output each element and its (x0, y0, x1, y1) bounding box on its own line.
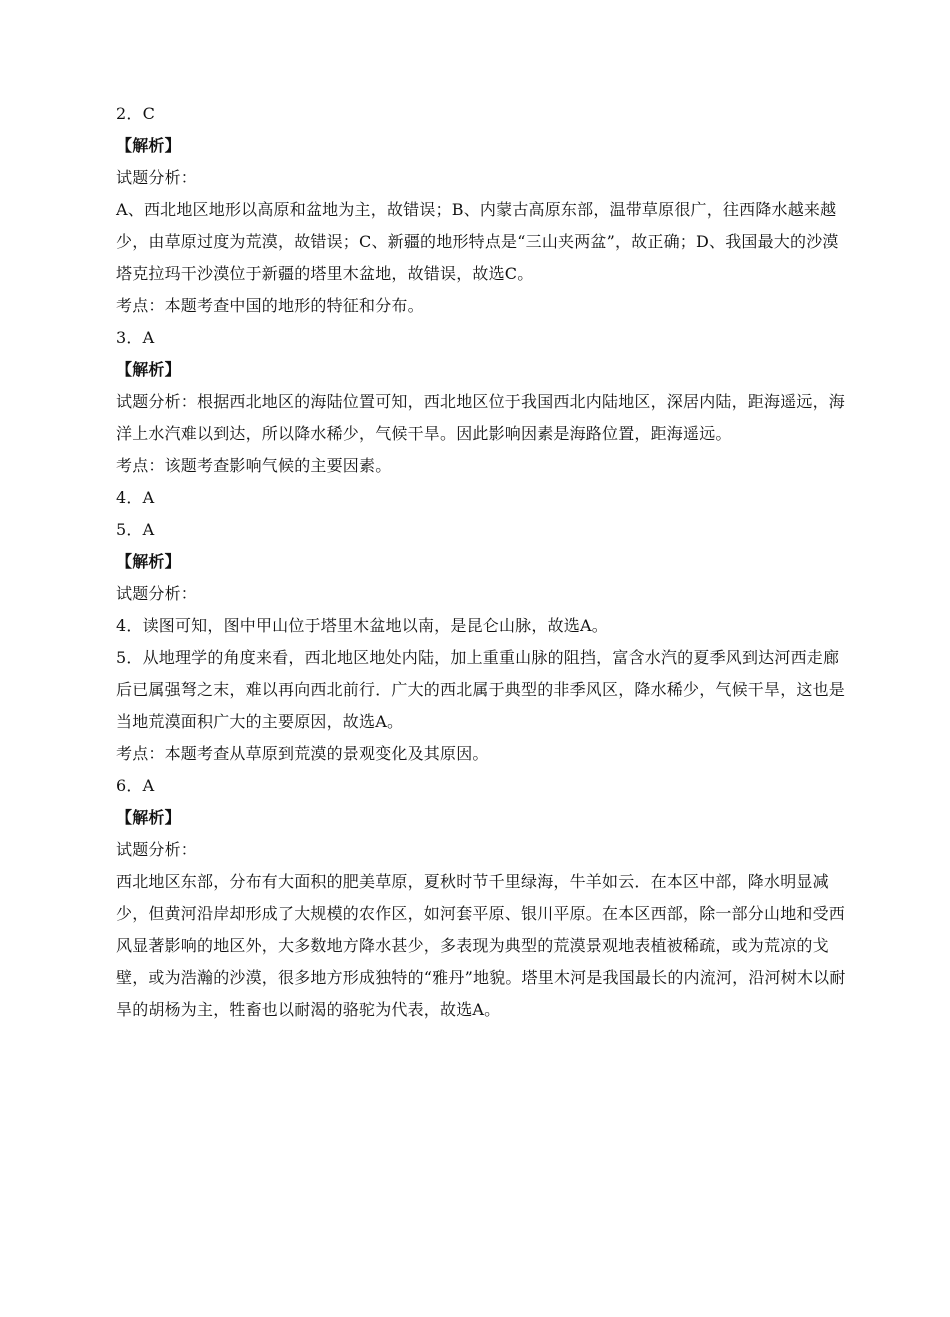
analysis-item: 4．读图可知，图中甲山位于塔里木盆地以南，是昆仑山脉，故选A。 (116, 616, 608, 635)
answer-number: 4．A (116, 488, 155, 507)
answer-number: 3．A (116, 328, 155, 347)
analysis-paragraph: 西北地区东部，分布有大面积的肥美草原，夏秋时节千里绿海，牛羊如云．在本区中部，降水明显减少，但黄河沿岸却形成了大规模的农作区，如河套平原、银川平原。在本区西部，除一部分山地和受西风显著影响的地区外，大多数地方降水甚少，多表现为典型的荒漠景观地表植被稀疏，或为荒凉的戈壁，或为浩瀚的沙漠，很多地方形成独特的“雅丹”地貌。塔里木河是我国最长的内流河，沿河树木以耐旱的胡杨为主，牲畜也以耐渴的骆驼为代表，故选A。 (116, 872, 846, 1019)
analysis-heading: 【解析】 (116, 808, 181, 827)
analysis-heading: 【解析】 (116, 136, 181, 155)
answer-number: 5．A (116, 520, 155, 539)
answer-explanations (116, 98, 846, 1026)
exam-point: 考点：本题考查从草原到荒漠的景观变化及其原因。 (116, 744, 489, 763)
analysis-heading: 【解析】 (116, 360, 181, 379)
analysis-paragraph: 试题分析：根据西北地区的海陆位置可知，西北地区位于我国西北内陆地区，深居内陆，距海遥远，海洋上水汽难以到达，所以降水稀少，气候干旱。因此影响因素是海路位置，距海遥远。 (116, 392, 846, 443)
analysis-paragraph: 5．从地理学的角度来看，西北地区地处内陆，加上重重山脉的阻挡，富含水汽的夏季风到达河西走廊后已属强弩之末，难以再向西北前行．广大的西北属于典型的非季风区，降水稀少，气候干旱，这也是当地荒漠面积广大的主要原因，故选A。 (116, 648, 846, 731)
exam-point: 考点：该题考查影响气候的主要因素。 (116, 456, 392, 475)
analysis-label: 试题分析： (116, 584, 198, 603)
analysis-label: 试题分析： (116, 840, 198, 859)
analysis-heading: 【解析】 (116, 552, 181, 571)
answer-number: 6．A (116, 776, 155, 795)
answer-number: 2．C (116, 104, 156, 123)
exam-point: 考点：本题考查中国的地形的特征和分布。 (116, 296, 424, 315)
analysis-label: 试题分析： (116, 168, 198, 187)
analysis-paragraph: A、西北地区地形以高原和盆地为主，故错误；B、内蒙古高原东部，温带草原很广，往西降水越来越少，由草原过度为荒漠，故错误；C、新疆的地形特点是“三山夹两盆”，故正确；D、我国最大的沙漠塔克拉玛干沙漠位于新疆的塔里木盆地，故错误，故选C。 (116, 200, 839, 283)
